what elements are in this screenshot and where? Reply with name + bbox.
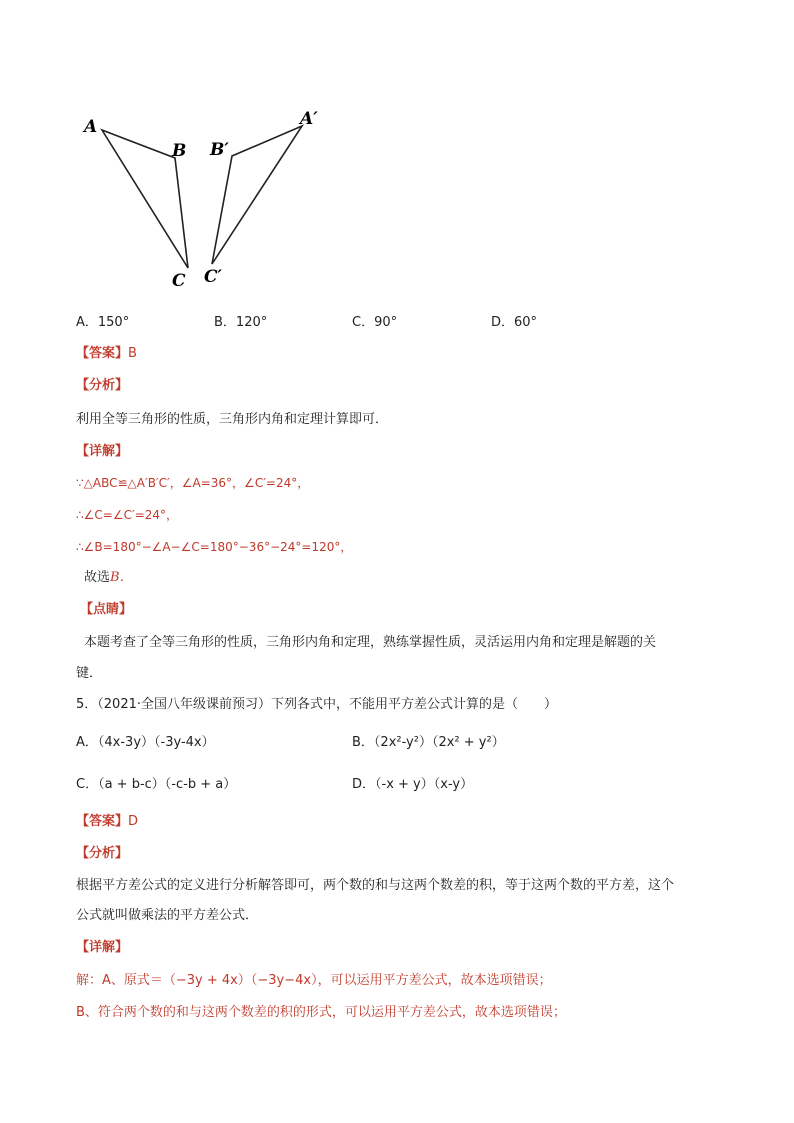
q4-detail-line-2: ∴∠C=∠C′=24°， [76,508,179,522]
q4-answer [76,344,137,364]
q4-option-d: D．60° [491,315,538,330]
answer-tag: 【答案】 [76,814,129,829]
q4-detail-tag: 【详解】 [76,444,129,459]
label-b: B [172,141,187,161]
q5-detail-line-1: 解：A、原式＝（−3y + 4x）（−3y−4x），可以运用平方差公式，故本选项错误； [76,973,552,988]
q5-detail-line-2: B、符合两个数的和与这两个数差的积的形式，可以运用平方差公式，故本选项错误； [76,1005,566,1020]
label-c: C [172,271,186,291]
conclusion-prefix: 故选 [84,570,111,585]
answer-tag: 【答案】 [76,346,129,361]
q4-detail-line-1 [76,473,309,493]
q4-comment-line-1: 本题考查了全等三角形的性质，三角形内角和定理，熟练掌握性质，灵活运用内角和定理是解题的关 [84,635,657,650]
label-c-prime: C′ [204,267,223,287]
q5-option-b: B．（2x²-y²）（2x² + y²） [352,735,505,750]
label-a: A [84,117,98,137]
conclusion-value: B． [110,570,133,585]
detail-given: ∵△ABC≌△A′B′C′， [76,476,182,490]
q4-analysis-text: 利用全等三角形的性质，三角形内角和定理计算即可． [76,412,389,427]
congruent-triangles-figure [80,100,340,300]
answer-value: D [128,814,139,829]
q5-detail-tag: 【详解】 [76,940,129,955]
q5-answer [76,812,138,832]
q4-option-b: B．120° [214,315,268,330]
q5-option-a: A．（4x-3y）（-3y-4x） [76,735,215,750]
q4-analysis-tag: 【分析】 [76,378,129,393]
q5-stem: 5．（2021·全国八年级课前预习）下列各式中，不能用平方差公式计算的是（ ） [76,697,557,712]
q5-analysis-tag: 【分析】 [76,846,129,861]
answer-value: B [128,346,137,361]
q4-option-c: C．90° [352,315,398,330]
q5-option-c: C．（a + b-c）（-c-b + a） [76,777,237,792]
q4-conclusion [84,568,133,588]
q5-analysis-line-1: 根据平方差公式的定义进行分析解答即可，两个数的和与这两个数差的积，等于这两个数的平方差，这个 [76,878,675,893]
q5-option-d: D．（-x + y）（x-y） [352,777,474,792]
q5-analysis-line-2: 公式就叫做乘法的平方差公式． [76,908,259,923]
label-b-prime: B′ [210,140,229,160]
q4-detail-line-3: ∴∠B=180°−∠A−∠C=180°−36°−24°=120°， [76,540,353,554]
label-a-prime: A′ [300,109,318,129]
q4-comment-tag: 【点睛】 [80,602,133,617]
detail-given-angles: ∠A=36°，∠C′=24°， [181,476,310,490]
q4-option-a: A．150° [76,315,130,330]
q4-comment-line-2: 键． [76,666,103,681]
